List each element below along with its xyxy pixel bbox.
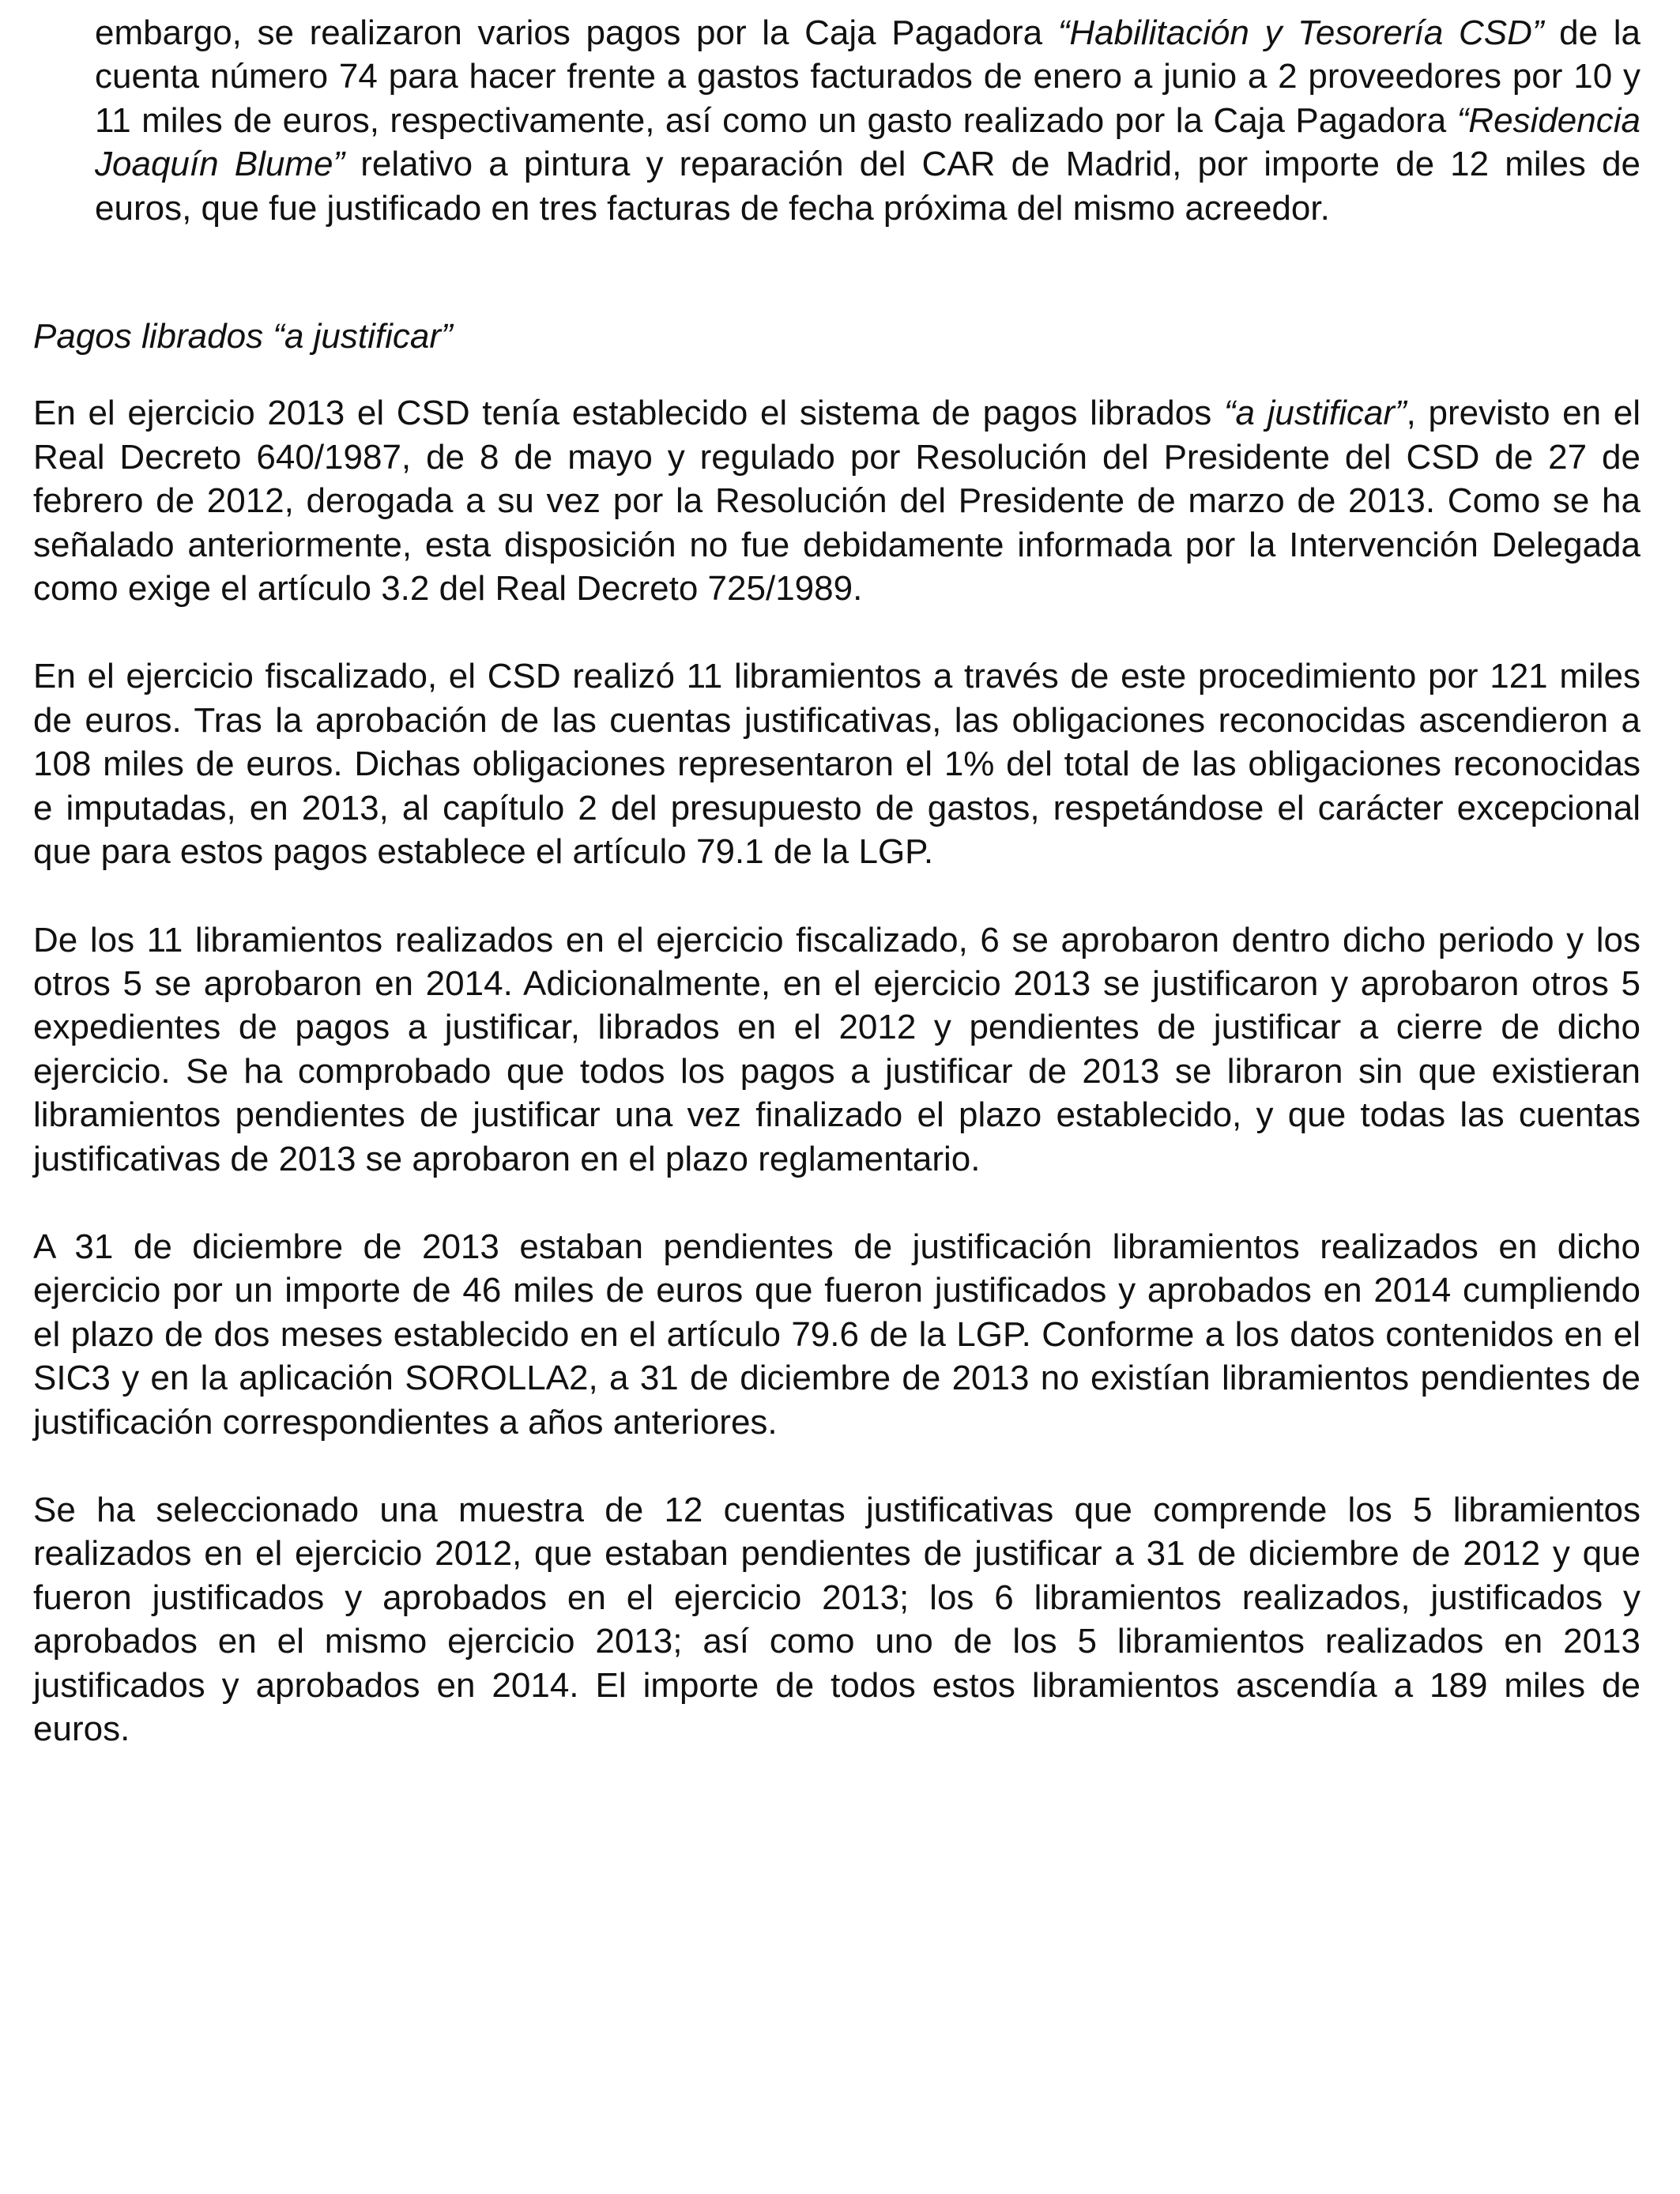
paragraph-text: de la cuenta número 74 para hacer frente a gastos facturados de enero a junio a 2 proveedores por 10 y 11 miles de euros, respectivamente, así como un gasto realizado por la Caja Pagadora [95,13,1640,140]
emphasis-habilitacion: “Habilitación y Tesorería CSD” [1057,13,1544,52]
emphasis-a-justificar: “a justificar” [1223,394,1407,433]
section-heading: Pagos librados “a justificar” [33,317,453,356]
paragraph-sistema-pagos [33,391,1640,610]
paragraph-muestra: Se ha seleccionado una muestra de 12 cuentas justificativas que comprende los 5 libramientos realizados en el ejercicio 2012, que estaban pendientes de justificar a 31 de diciembre de 2012 y que fueron justificados y aprobados en el ejercicio 2013; los 6 libramientos realizados, justificados y aprobados en el mismo ejercicio 2013; así como uno de los 5 libramientos realizados en 2013 justificados y aprobados en 2014. El importe de todos estos libramientos ascendía a 189 miles de euros. [33,1490,1640,1748]
paragraph-caja-pagadora [95,11,1640,230]
paragraph-libramientos: En el ejercicio fiscalizado, el CSD realizó 11 libramientos a través de este procedimiento por 121 miles de euros. Tras la aprobación de las cuentas justificativas, las obligaciones reconocidas ascendieron a 108 miles de euros. Dichas obligaciones representaron el 1% del total de las obligaciones reconocidas e imputadas, en 2013, al capítulo 2 del presupuesto de gastos, respetándose el carácter excepcional que para estos pagos establece el artículo 79.1 de la LGP. [33,657,1640,872]
emphasis-residencia: “Residencia Joaquín Blume” [95,100,1640,184]
paragraph-text: relativo a pintura y reparación del CAR de Madrid, por importe de 12 miles de euros, que fue justificado en tres facturas de fecha próxima del mismo acreedor. [95,145,1641,228]
paragraph-text: embargo, se realizaron varios pagos por la Caja Pagadora [95,13,1058,52]
document-page [33,11,1640,1751]
paragraph-text: En el ejercicio 2013 el CSD tenía establecido el sistema de pagos librados [33,394,1224,433]
paragraph-aprobaciones: De los 11 libramientos realizados en el ejercicio fiscalizado, 6 se aprobaron dentro dicho periodo y los otros 5 se aprobaron en 2014. Adicionalmente, en el ejercicio 2013 se justificaron y aprobaron otros 5 expedientes de pagos a justificar, librados en el 2012 y pendientes de justificar a cierre de dicho ejercicio. Se ha comprobado que todos los pagos a justificar de 2013 se libraron sin que existieran libramientos pendientes de justificar una vez finalizado el plazo establecido, y que todas las cuentas justificativas de 2013 se aprobaron en el plazo reglamentario. [33,920,1640,1178]
paragraph-pendientes: A 31 de diciembre de 2013 estaban pendientes de justificación libramientos realizados en dicho ejercicio por un importe de 46 miles de euros que fueron justificados y aprobados en 2014 cumpliendo el plazo de dos meses establecido en el artículo 79.6 de la LGP. Conforme a los datos contenidos en el SIC3 y en la aplicación SOROLLA2, a 31 de diciembre de 2013 no existían libramientos pendientes de justificación correspondientes a años anteriores. [33,1227,1640,1442]
paragraph-text: , previsto en el Real Decreto 640/1987, de 8 de mayo y regulado por Resolución del Presidente del CSD de 27 de febrero de 2012, derogada a su vez por la Resolución del Presidente de marzo de 2013. Como se ha señalado anteriormente, esta disposición no fue debidamente informada por la Intervención Delegada como exige el artículo 3.2 del Real Decreto 725/1989. [33,394,1640,609]
